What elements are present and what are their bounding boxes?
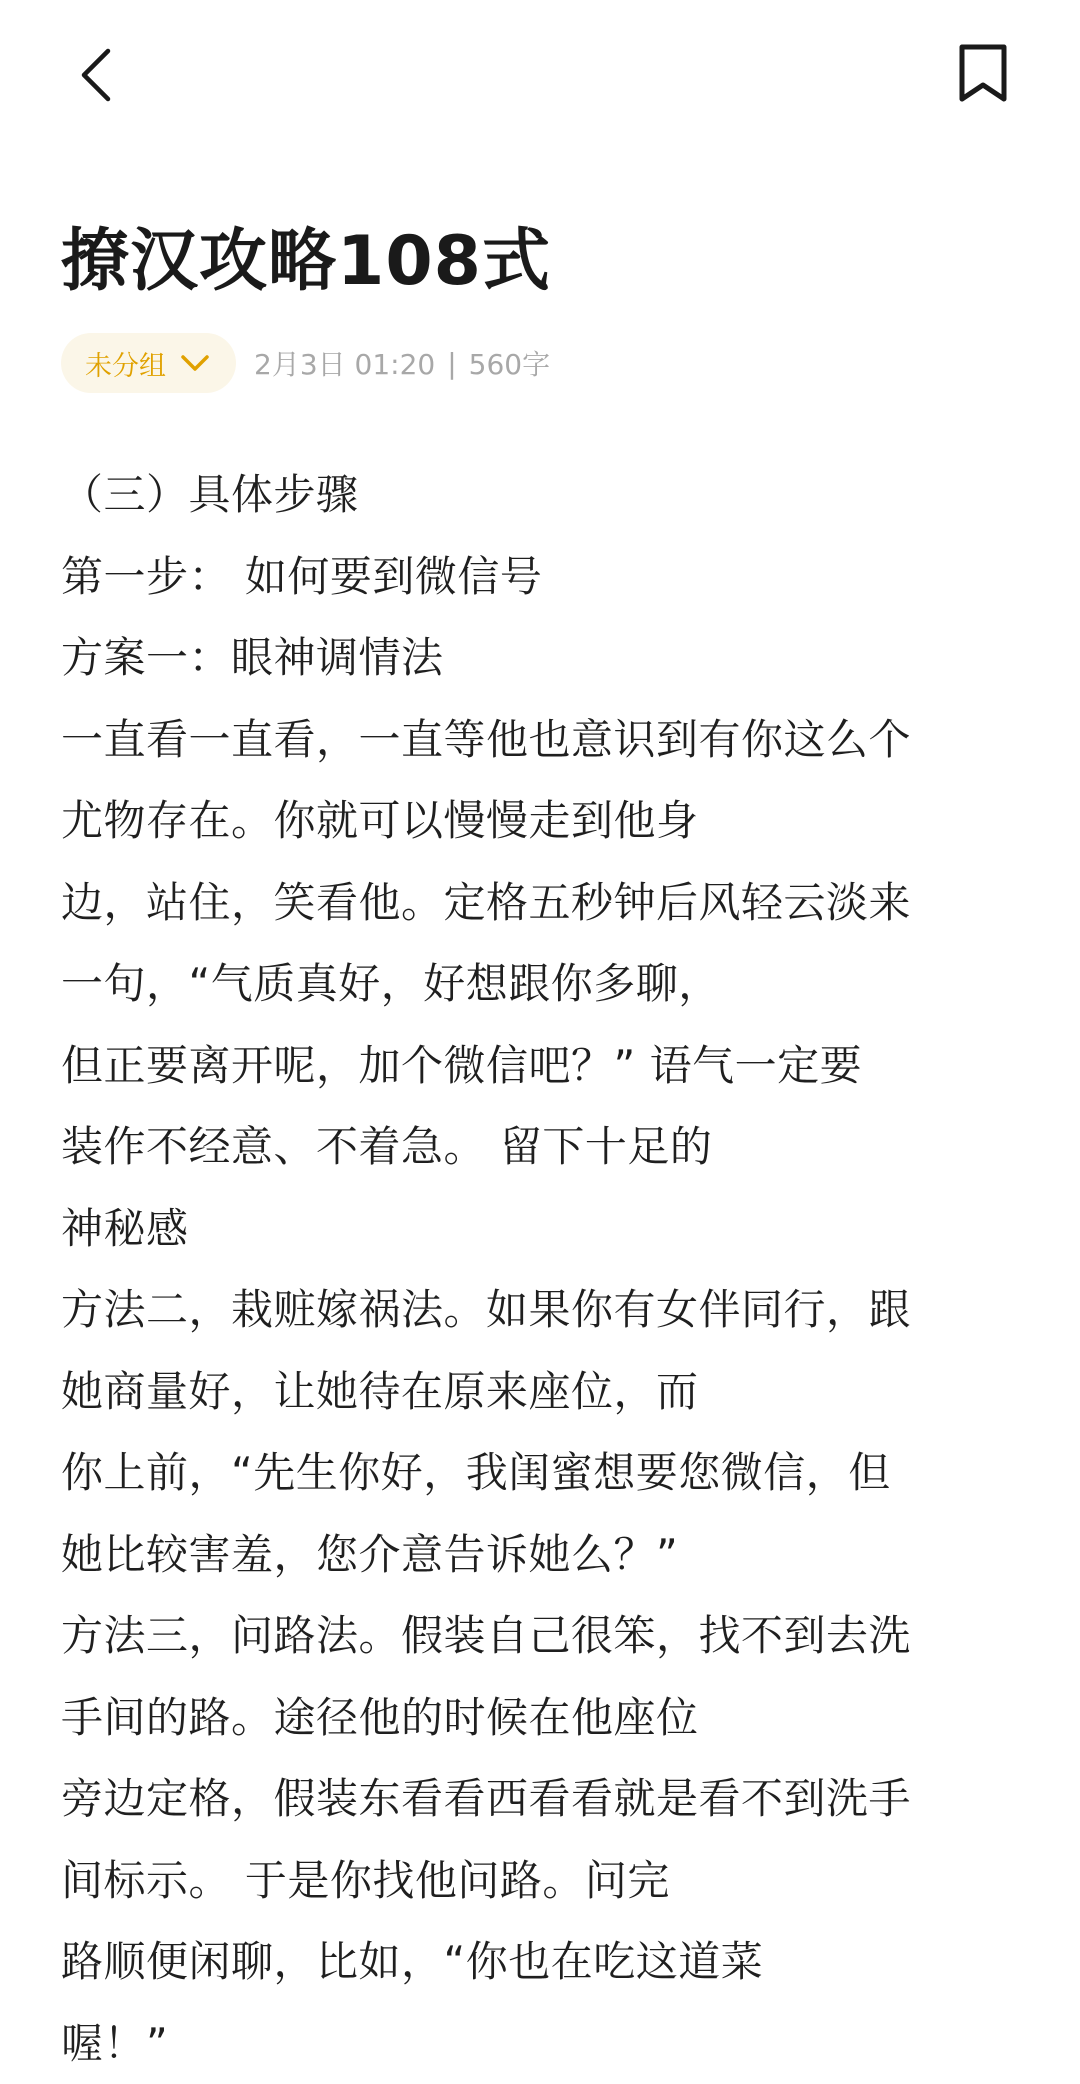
top-bar <box>0 0 1080 150</box>
note-title: 撩汉攻略108式 <box>61 222 551 302</box>
body-line: 手间的路。途径他的时候在他座位 <box>61 1677 1021 1759</box>
body-line: 神秘感 <box>61 1188 1021 1270</box>
body-line: 一句，“气质真好，好想跟你多聊， <box>61 943 1021 1025</box>
group-selector[interactable] <box>61 333 236 393</box>
bookmark-button[interactable] <box>950 38 1016 108</box>
meta-separator: | <box>447 347 456 380</box>
note-date: 2月3日 01:20 <box>254 343 435 383</box>
body-line: 间标示。 于是你找他问路。问完 <box>61 1840 1021 1922</box>
body-line: 第一步： 如何要到微信号 <box>61 536 1021 618</box>
chevron-down-icon <box>180 354 210 372</box>
body-line: 方法二，栽赃嫁祸法。如果你有女伴同行，跟 <box>61 1269 1021 1351</box>
body-line: 你上前，“先生你好，我闺蜜想要您微信，但 <box>61 1432 1021 1514</box>
note-meta <box>61 333 550 393</box>
body-line: 方案一：眼神调情法 <box>61 617 1021 699</box>
note-body[interactable] <box>61 454 1021 2084</box>
body-line: 装作不经意、不着急。 留下十足的 <box>61 1106 1021 1188</box>
group-label: 未分组 <box>85 344 166 383</box>
body-line: 她比较害羞，您介意告诉她么？” <box>61 1514 1021 1596</box>
chevron-left-icon <box>78 47 114 103</box>
body-line: 她商量好，让她待在原来座位，而 <box>61 1351 1021 1433</box>
bookmark-icon <box>957 42 1009 104</box>
body-line: 但正要离开呢，加个微信吧？” 语气一定要 <box>61 1025 1021 1107</box>
body-line: 路顺便闲聊，比如，“你也在吃这道菜 <box>61 1921 1021 2003</box>
back-button[interactable] <box>66 40 126 110</box>
body-line: 尤物存在。你就可以慢慢走到他身 <box>61 780 1021 862</box>
body-line: 边，站住，笑看他。定格五秒钟后风轻云淡来 <box>61 862 1021 944</box>
word-count: 560字 <box>469 343 550 383</box>
body-line: 一直看一直看，一直等他也意识到有你这么个 <box>61 699 1021 781</box>
body-line: 方法三，问路法。假装自己很笨，找不到去洗 <box>61 1595 1021 1677</box>
body-line: （三）具体步骤 <box>61 454 1021 536</box>
body-line: 旁边定格，假装东看看西看看就是看不到洗手 <box>61 1758 1021 1840</box>
body-line: 喔！” <box>61 2003 1021 2084</box>
note-info <box>254 343 550 383</box>
